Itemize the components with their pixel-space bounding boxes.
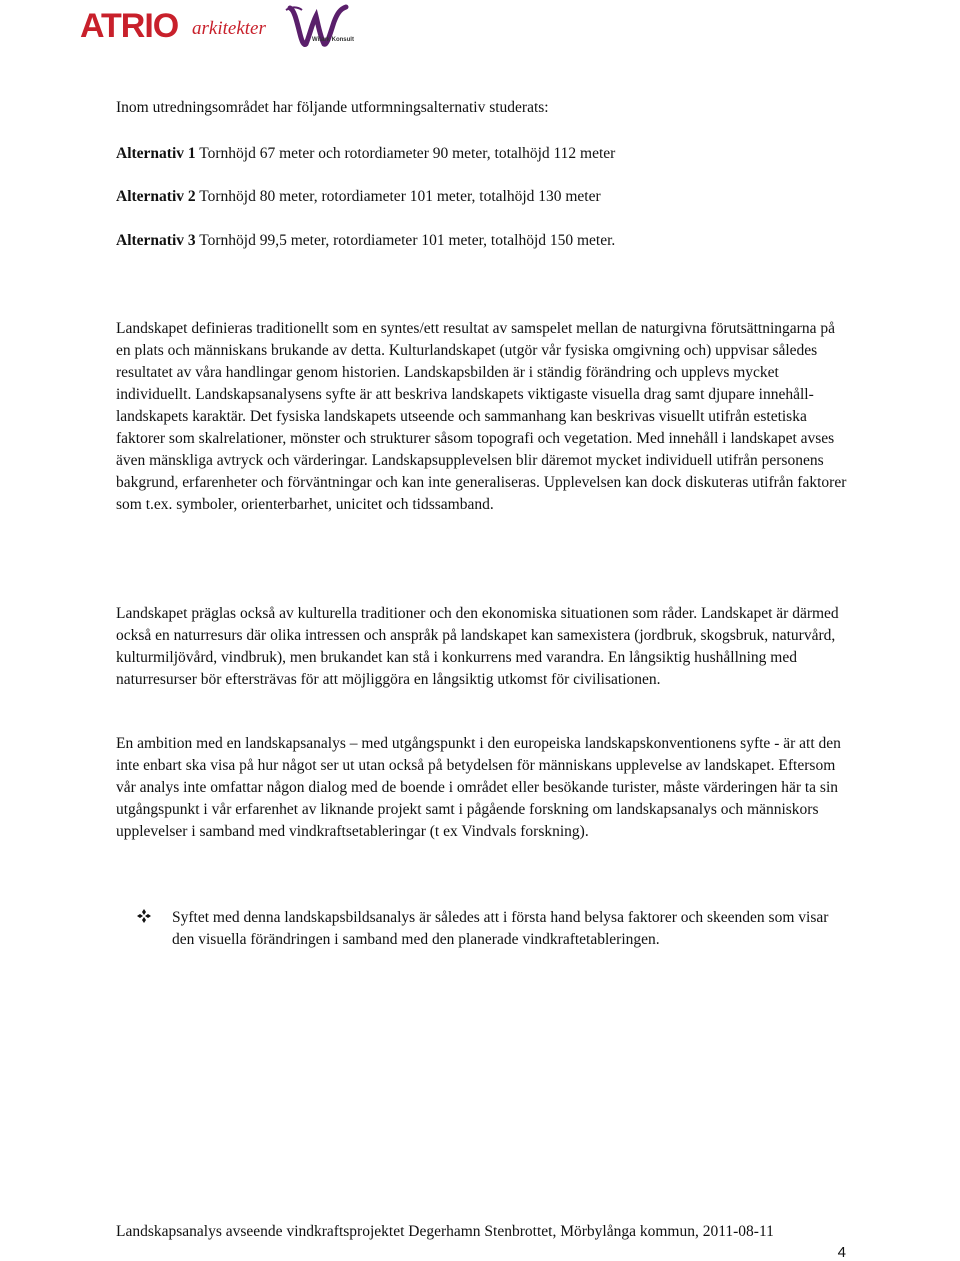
intro-text: Inom utredningsområdet har följande utformningsalternativ studerats: [116, 99, 549, 116]
diamond-bullet-icon [136, 908, 152, 924]
bullet-text: Syftet med denna landskapsbildsanalys är således att i första hand belysa faktorer och skeenden som visar den visuella förändringen i samband med den planerade vindkraftetableringen. [172, 909, 829, 948]
alternative-label: Alternativ 1 [116, 145, 196, 162]
alternative-text: Tornhöjd 99,5 meter, rotordiameter 101 meter, totalhöjd 150 meter. [195, 232, 616, 249]
alternative-label: Alternativ 2 [116, 188, 196, 205]
atrio-logo-subtitle: arkitekter [192, 18, 266, 39]
paragraph-cultural-traditions: Landskapet präglas också av kulturella traditioner och den ekonomiska situationen som råder. Landskapet är därmed också en naturresurs där olika intressen och anspråk på landskapet kan samexistera (jordbruk, skogsbruk, naturvård, kulturmiljövård, vindbruk), men brukandet kan stå i konkurrens med varandra. En långsiktig hushållning med naturresurser bör eftersträvas för att möjliggöra en långsiktig utkomst för civilisationen. [116, 605, 839, 688]
alternative-label: Alternativ 3 [116, 232, 196, 249]
wilark-logo-icon [284, 4, 354, 50]
atrio-logo-text: ATRIO [80, 7, 179, 45]
paragraph-ambition: En ambition med en landskapsanalys – med utgångspunkt i den europeiska landskapskonventionens syfte - är att den inte enbart ska visa på hur något ser ut utan också på betydelsen för människans upplevelse av landskapet. Eftersom vår analys inte omfattar någon dialog med de boende i området eller besökande turister, måste värderingen här ta sin utgångspunkt i vår erfarenhet av liknande projekt samt i pågående forskning om landskapsanalys och människors upplevelser i samband med vindkraftsetableringar (t ex Vindvals forskning). [116, 735, 841, 840]
page-footer: Landskapsanalys avseende vindkraftsprojektet Degerhamn Stenbrottet, Mörbylånga kommun, 2011-08-11 [116, 1223, 774, 1240]
paragraph-landscape-definition: Landskapet definieras traditionellt som en syntes/ett resultat av samspelet mellan de naturgivna förutsättningarna på en plats och människans brukande av detta. Kulturlandskapet (utgör vår fysiska omgivning och) uppvisar således resultatet av våra handlingar genom historien. Landskapsbilden är i ständig förändring och upplevs mycket individuellt. Landskapsanalysens syfte är att beskriva landskapets viktigaste visuella drag samt djupare innehåll- landskapets karaktär. Det fysiska landskapets utseende och sammanhang kan beskrivas visuellt utifrån estetiska faktorer som skalrelationer, mönster och strukturer såsom topografi och vegetation. Med innehåll i landskapet avses även mänskliga avtryck och värderingar. Landskapsupplevelsen blir däremot mycket individuell utifrån personens bakgrund, erfarenheter och förväntningar och kan inte generaliseras. Upplevelsen kan dock diskuteras utifrån faktorer som t.ex. symboler, orienterbarhet, unicitet och tidssamband. [116, 320, 847, 513]
alternative-text: Tornhöjd 67 meter och rotordiameter 90 meter, totalhöjd 112 meter [195, 145, 616, 162]
page-number: 4 [837, 1244, 846, 1261]
wilark-logo-text: Wilark Konsult [312, 37, 354, 43]
page-header [80, 4, 380, 52]
alternative-text: Tornhöjd 80 meter, rotordiameter 101 meter, totalhöjd 130 meter [195, 188, 601, 205]
alternative-2 [116, 186, 851, 208]
alternative-1 [116, 143, 851, 165]
alternative-3 [116, 230, 851, 252]
atrio-logo [80, 6, 178, 46]
